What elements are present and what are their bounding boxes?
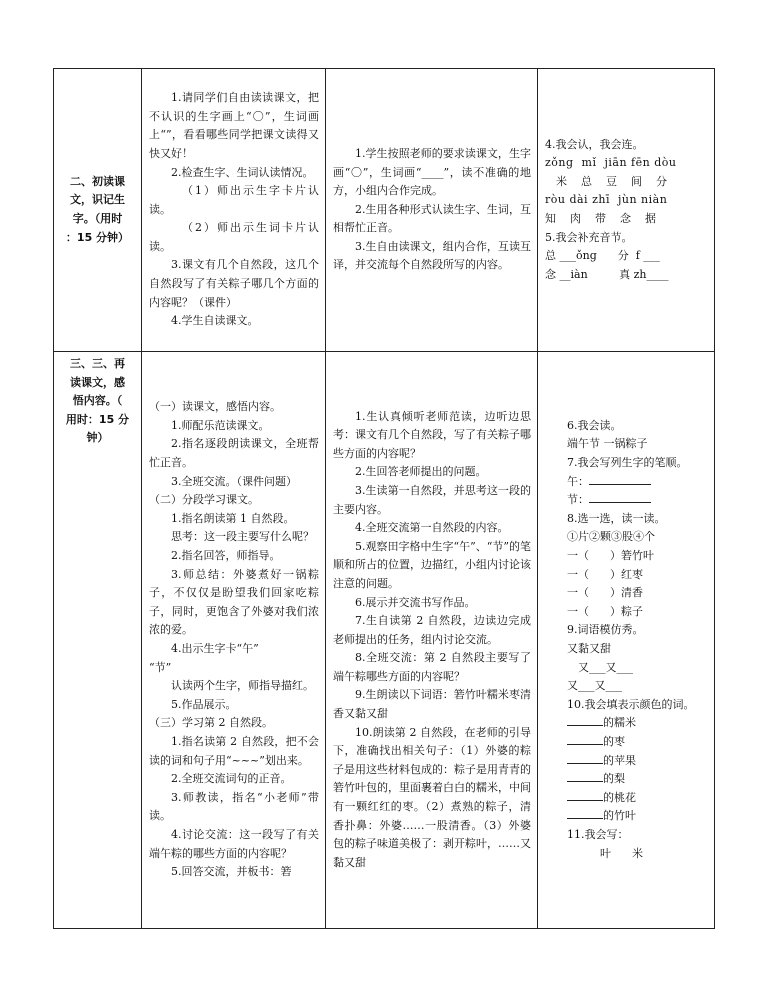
- teacher-step: （2）师出示生词卡片认读。: [149, 221, 319, 253]
- teacher-step: 4.学生自读课文。: [171, 314, 259, 328]
- teacher-step: 思考：这一段主要写什么呢？: [171, 530, 314, 544]
- exercise-word: 的竹叶: [603, 809, 636, 823]
- stage-line: 用时：15 分: [65, 412, 130, 426]
- teacher-step: “节”: [149, 660, 172, 674]
- teacher-step: 4.讨论交流：这一段写了有关端午粽的哪些方面的内容呢？: [149, 827, 319, 860]
- exercise-line: [545, 733, 708, 752]
- exercise-line: 总 ___ǒng 分 f ___: [545, 249, 660, 263]
- exercise-word: 的桃花: [603, 790, 636, 804]
- teacher-step: （一）读课文，感悟内容。: [149, 400, 281, 414]
- answer-blank[interactable]: [567, 733, 603, 745]
- exercise-line: 又黏又甜: [567, 642, 611, 655]
- teacher-step: 3.师总结：外婆煮好一锅粽子，不仅仅是盼望我们回家吃粽子，同时，更饱含了外婆对我们浓浓的爱。: [149, 567, 319, 637]
- student-step: 6.展示并交流书写作品。: [355, 595, 476, 609]
- teacher-step: 1.指名读第 2 自然段，把不会读的词和句子用“~~~”划出来。: [149, 734, 319, 767]
- exercise-line: 又___又___: [567, 679, 622, 693]
- stage-line: 钟）: [86, 431, 109, 445]
- exercise-word: 的苹果: [603, 753, 636, 767]
- exercise-line: [545, 770, 708, 789]
- student-step: 1.生认真倾听老师范读，边听边思考：课文有几个自然段，写了有关粽子哪些方面的内容呢？: [333, 409, 531, 460]
- student-step: 3.生自由读课文，组内合作，互读互译，并交流每个自然段所写的内容。: [333, 239, 531, 272]
- table-row: [54, 352, 715, 929]
- stage-line: ：15 分钟）: [65, 230, 130, 244]
- exercise-line: 一（ ）粽子: [567, 604, 643, 618]
- exercise-line: 5.我会补充音节。: [545, 230, 633, 244]
- exercise-line: 米 总 豆 间 分: [556, 174, 667, 188]
- student-step: 10.朗读第 2 自然段，在老师的引导下，准确找出相关句子：（1）外婆的粽子是用这些材料包成的：粽子是用青青的箬竹叶包的，里面裹着白白的糯米，中间有一颗红红的枣。（2）煮熟的粽子，清香扑鼻：外婆……一股清香。（3）外婆包的粽子味道美极了：剥开粽叶，……又黏又甜: [333, 725, 531, 869]
- student-activity-cell: [326, 352, 538, 929]
- stage-line: 悟内容。（: [72, 394, 123, 408]
- student-step: 8.全班交流：第 2 自然段主要写了端午粽哪些方面的内容呢？: [333, 651, 531, 683]
- teacher-step: 2.指名逐段朗读课文，全班帮忙正音。: [149, 437, 319, 470]
- student-step: 2.生用各种形式认读生字、生词，互相帮忙正音。: [333, 202, 531, 235]
- answer-blank[interactable]: [567, 807, 603, 819]
- exercise-line: [545, 473, 708, 492]
- student-step: 5.观察田字格中生字“午”、“节”的笔顺和所占的位置，边描红，小组内讨论该注意的问题。: [333, 539, 531, 590]
- stage-line: 二、初读课: [70, 174, 125, 188]
- exercise-char: 午：: [567, 474, 589, 488]
- student-step: 2.生回答老师提出的问题。: [355, 465, 487, 479]
- teacher-step: 3.全班交流。（课件问题）: [171, 474, 297, 488]
- exercise-q6: 6.我会读。: [567, 418, 622, 432]
- answer-blank[interactable]: [567, 789, 603, 801]
- exercise-line: [545, 789, 708, 808]
- teacher-step: 3.课文有几个自然段，这几个自然段写了有关粽子哪几个方面的内容呢？（课件）: [149, 258, 319, 309]
- lesson-plan-table: [53, 68, 715, 929]
- student-step: 7.生自读第 2 自然段，边读边完成老师提出的任务，组内讨论交流。: [333, 614, 531, 646]
- student-activity-cell: [326, 69, 538, 352]
- exercise-line: ①片②颗③股④个: [567, 530, 655, 544]
- stage-line: 字。（用时: [72, 212, 123, 225]
- exercise-line: [545, 491, 708, 510]
- exercise-word: 的梨: [603, 772, 625, 786]
- answer-blank[interactable]: [567, 770, 603, 782]
- teacher-step: 5.回答交流，并板书：箬: [171, 865, 292, 879]
- exercise-line: [545, 714, 708, 733]
- student-step: 1.学生按照老师的要求读课文，生字画“〇”，生词画“____”，读不准确的地方，小组内合作完成。: [333, 146, 531, 198]
- stage-line: 文，识记生: [70, 193, 125, 207]
- stage-line: 读课文，感: [70, 375, 125, 389]
- exercise-line: zǒng mǐ jiān fēn dòu: [545, 156, 677, 170]
- exercise-q10: 10.我会填表示颜色的词。: [567, 697, 695, 711]
- exercise-line: [545, 807, 708, 826]
- teacher-activity-cell: [142, 352, 326, 929]
- table-row: [54, 69, 715, 352]
- teacher-step: 1.请同学们自由读读课文，把不认识的生字画上“〇”，生词画上“”，看看哪些同学把课文读得又快又好！: [149, 91, 319, 160]
- teacher-step: （二）分段学习课文。: [149, 493, 259, 507]
- exercise-line: 4.我会认，我会连。: [545, 137, 644, 151]
- stage-cell: [54, 69, 142, 352]
- teacher-step: 3.师教读，指名“小老师”带读。: [149, 790, 319, 823]
- teacher-step: 2.全班交流词句的正音。: [171, 772, 292, 786]
- answer-blank[interactable]: [567, 714, 603, 726]
- exercise-line: [545, 752, 708, 771]
- exercise-line: 一（ ）箬竹叶: [567, 549, 654, 563]
- teacher-activity-cell: [142, 69, 326, 352]
- teacher-step: 5.作品展示。: [171, 697, 237, 711]
- teacher-step: 2.检查生字、生词认读情况。: [171, 165, 314, 179]
- exercise-line: 一（ ）红枣: [567, 567, 643, 581]
- exercise-q8: 8.选一选，读一读。: [567, 511, 666, 525]
- teacher-step: （三）学习第 2 自然段。: [149, 716, 273, 730]
- answer-blank[interactable]: [589, 491, 651, 503]
- student-step: 3.生读第一自然段，并思考这一段的主要内容。: [333, 483, 531, 516]
- teacher-step: 4.出示生字卡“午”: [171, 642, 259, 655]
- teacher-step: （1）师出示生字卡片认读。: [149, 184, 319, 216]
- teacher-step: 2.指名回答，师指导。: [171, 549, 281, 563]
- student-step: 4.全班交流第一自然段的内容。: [355, 521, 509, 535]
- teacher-step: 1.指名朗读第 1 自然段。: [171, 511, 295, 525]
- exercise-line: 叶 米: [600, 846, 643, 860]
- exercise-line: 又___又___: [578, 660, 633, 674]
- exercise-line: 端午节 一锅粽子: [567, 437, 648, 451]
- exercise-char: 节：: [567, 493, 589, 507]
- answer-blank[interactable]: [567, 752, 603, 764]
- answer-blank[interactable]: [589, 473, 651, 485]
- exercise-word: 的糯米: [603, 716, 636, 730]
- exercise-line: 一（ ）清香: [567, 586, 643, 600]
- student-step: 9.生朗读以下词语：箬竹叶糯米枣清香又黏又甜: [333, 688, 531, 721]
- exercise-q11: 11.我会写：: [567, 827, 629, 841]
- teacher-step: 1.师配乐范读课文。: [171, 418, 270, 432]
- exercise-line: 念 __iàn 真 zh____: [545, 267, 669, 281]
- exercise-q7: 7.我会写列生字的笔顺。: [567, 456, 688, 470]
- exercise-line: 知 肉 带 念 据: [545, 212, 656, 225]
- exercise-cell: [538, 352, 715, 929]
- exercise-line: ròu dài zhī jùn niàn: [545, 193, 668, 207]
- exercise-cell: [538, 69, 715, 352]
- exercise-word: 的枣: [603, 734, 625, 748]
- exercise-q9: 9.词语模仿秀。: [567, 623, 644, 637]
- stage-line: 三、三、再: [70, 357, 125, 370]
- stage-cell: [54, 352, 142, 929]
- teacher-step: 认读两个生字，师指导描红。: [171, 679, 314, 693]
